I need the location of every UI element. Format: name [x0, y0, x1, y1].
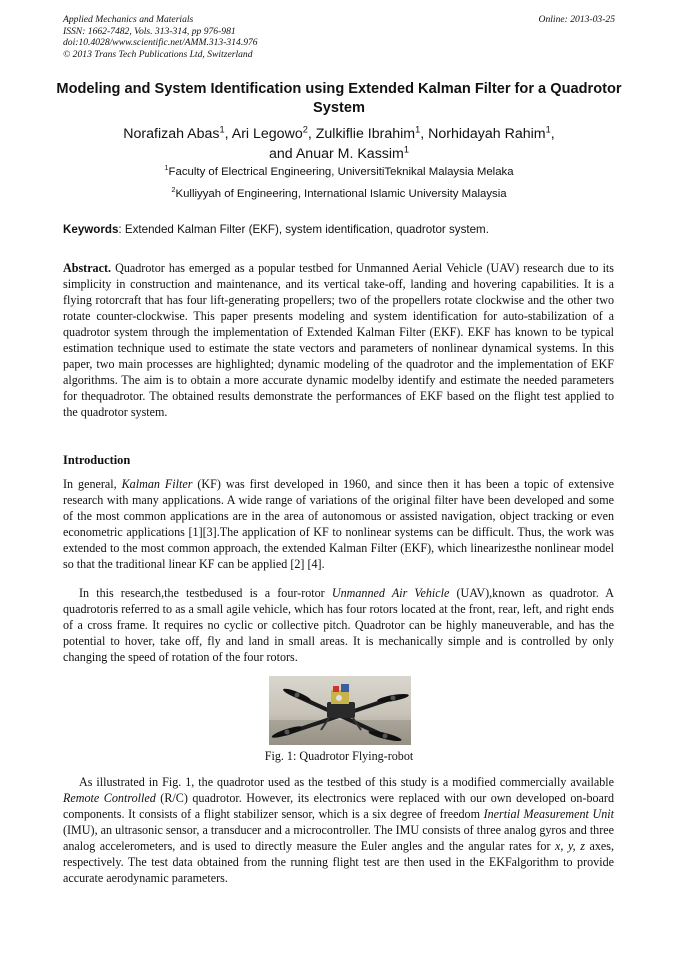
affiliation-text: Faculty of Electrical Engineering, UniversitiTeknikal Malaysia Melaka: [168, 166, 514, 178]
affiliation-text: Kulliyyah of Engineering, International Islamic University Malaysia: [175, 188, 507, 200]
quadrotor-photo: [269, 676, 411, 745]
issn-line: ISSN: 1662-7482, Vols. 313-314, pp 976-981: [63, 25, 236, 37]
text-run: (UAV),known as quadrotor. A quadrotoris referred to as a small agile vehicle, which has four rotors located at the front, rear, left, and right ends of a cross frame. It requires no cyclic or collective pitch. Quadrotor can be highly maneuverable, and has the potential to hover, take off, fly and land in small areas. It is mechanically simple and is controlled by only changing the speed of rotation of the four rotors.: [63, 586, 614, 664]
text-run: axes, respectively. The test data obtained from the running flight test are then used in the EKFalgorithm to provide accurate aerodynamic parameters.: [63, 839, 614, 885]
affiliation-2: [40, 185, 638, 200]
text-run: In general,: [63, 477, 122, 491]
italic-term: Unmanned Air Vehicle: [331, 586, 450, 600]
author-affil-sup: 1: [403, 144, 409, 155]
abstract: [63, 260, 614, 420]
keywords-label: Keywords: [63, 223, 119, 236]
text-run: (R/C) quadrotor. However, its electronics were replaced with our own developed on-board components. It consists of a flight stabilizer sensor, which is a six degree of freedom: [63, 791, 615, 821]
copyright-line: © 2013 Trans Tech Publications Ltd, Switzerland: [63, 48, 253, 60]
author-name: Norhidayah Rahim: [428, 126, 546, 142]
abstract-text: Quadrotor has emerged as a popular testbed for Unmanned Aerial Vehicle (UAV) research due to its simplicity in construction and maintenance, and its vertical take-off, landing and hovering capabilities. It is a flying rotorcraft that has four lift-generating propellers; two of the propellers rotate clockwise and the other two rotate counter-clockwise. This paper presents modeling and system identification for auto-stabilization of a quadrotor system through the implementation of Extended Kalman Filter (EKF). EKF has known to be typical estimation technique used to estimate the state vectors and parameters of nonlinear dynamical systems. In this paper, two main processes are highlighted; dynamic modeling of the quadrotor and the implementation of EKF algorithms. The aim is to obtain a more accurate dynamic modelby identify and estimate the needed parameters for thequadrotor. The obtained results demonstrate the performances of EKF based on the flight test applied to the quadrotor system.: [63, 261, 614, 419]
italic-term: Kalman Filter: [121, 477, 193, 491]
figure-caption: Fig. 1: Quadrotor Flying-robot: [264, 749, 414, 763]
text-run: (IMU), an ultrasonic sensor, a transducer and a microcontroller. The IMU consists of three analog gyros and three analog accelerometers, and is used to directly measure the Euler angles and the angular rates for: [63, 823, 614, 853]
intro-paragraph-1: [63, 476, 614, 572]
affiliation-sup: 2: [171, 185, 176, 195]
text-run: (KF) was first developed in 1960, and since then it has been a topic of extensive research with many applications. A wide range of variations of the original filter have been developed and some of the most common applications are in the area of autonomous or assisted navigation, object tracking or even econometric applications [1][3].The application of KF to nonlinear systems can be difficult. Thus, the work was extended to the most common approach, the extended Kalman Filter (EKF), which linearizesthe nonlinear model so that the traditional linear KF can be applied [2] [4].: [63, 477, 614, 571]
running-header: [63, 14, 615, 60]
section-heading-introduction: Introduction: [63, 453, 131, 467]
keywords-text: : Extended Kalman Filter (EKF), system identification, quadrotor system.: [118, 223, 489, 236]
italic-term: Inertial Measurement Unit: [483, 807, 615, 821]
author-name: Anuar M. Kassim: [295, 146, 404, 162]
text-run: In this research,the testbedused is a four-rotor: [79, 586, 332, 600]
author-name: Ari Legowo: [231, 126, 303, 142]
author-name: Zulkiflie Ibrahim: [315, 126, 416, 142]
italic-term: x, y, z: [555, 839, 585, 853]
author-affil-sup: 2: [302, 124, 308, 135]
author-affil-sup: 1: [219, 124, 225, 135]
online-date: Online: 2013-03-25: [538, 14, 615, 25]
affiliation-1: [40, 163, 638, 178]
abstract-label: Abstract.: [63, 261, 112, 275]
author-list: Norafizah Abas$^1$, Ari Legowo$^2$, Zulkiflie Ibrahim$^1$, Norhidayah Rahim$^1$, and Anuar M. Kassim$^1$: [123, 124, 555, 162]
text-run: As illustrated in Fig. 1, the quadrotor used as the testbed of this study is a modified commercially available: [79, 775, 614, 789]
affiliation-sup: 1: [164, 163, 169, 173]
author-affil-sup: 1: [415, 124, 421, 135]
intro-paragraph-2: [63, 585, 614, 665]
italic-term: Remote Controlled: [63, 791, 156, 805]
author-affil-sup: 1: [545, 124, 551, 135]
journal-name: Applied Mechanics and Materials: [63, 14, 194, 25]
keywords: [63, 223, 623, 236]
author-and: and: [269, 146, 293, 162]
paper-title: Modeling and System Identification using Extended Kalman Filter for a Quadrotor System: [56, 81, 622, 116]
author-name: Norafizah Abas: [123, 126, 220, 142]
body-paragraph-3: [63, 774, 614, 886]
doi-line: doi:10.4028/www.scientific.net/AMM.313-314.976: [63, 37, 258, 48]
